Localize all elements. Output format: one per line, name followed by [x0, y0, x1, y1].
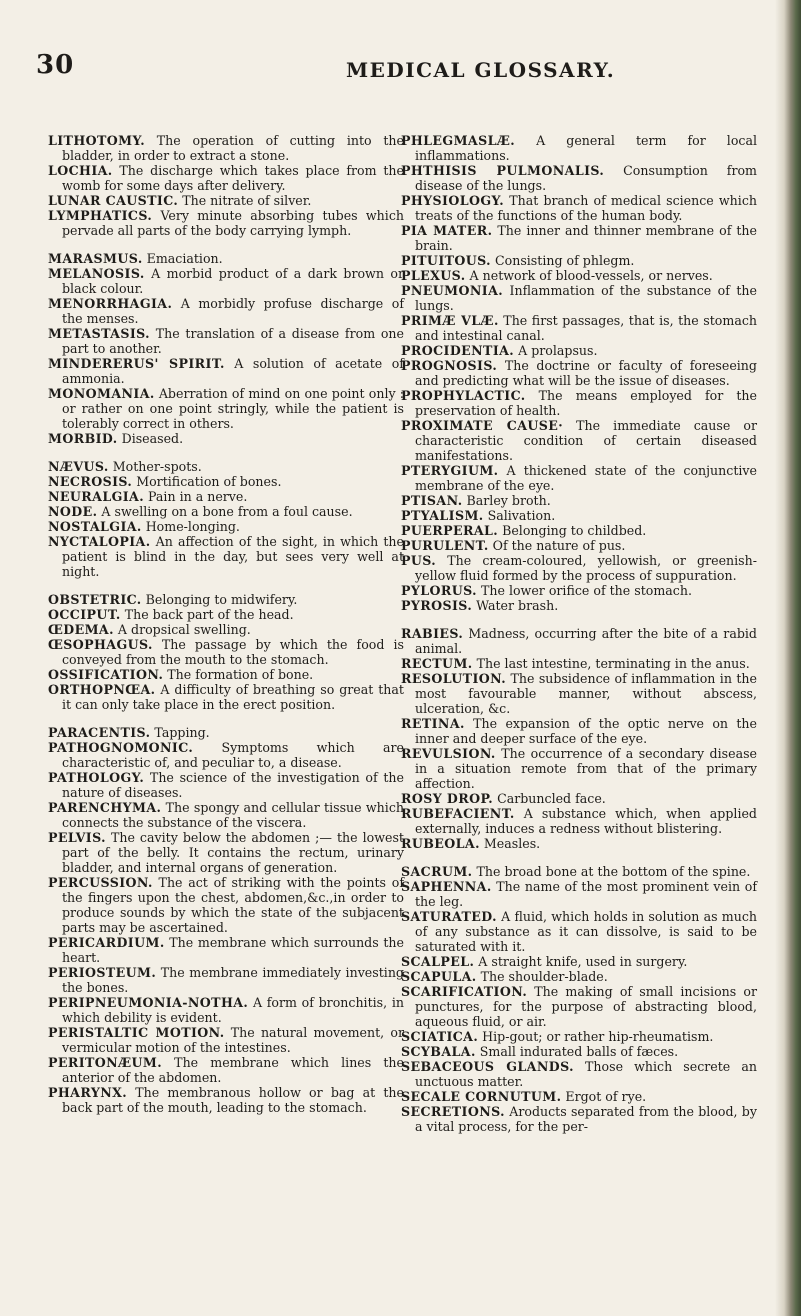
- entry-definition: The natural movement, or vermicular motion of the intestines.: [62, 1025, 404, 1055]
- entry-definition: A substance which, when applied externally, induces a redness without blistering.: [415, 806, 757, 836]
- entry-definition: A thickened state of the conjunctive membrane of the eye.: [415, 463, 757, 493]
- glossary-entry: [401, 791, 757, 806]
- entry-term: PROGNOSIS.: [401, 358, 498, 373]
- entry-group: [401, 864, 757, 1134]
- glossary-entry: [401, 358, 757, 388]
- entry-definition: A form of bronchitis, in which debility is evident.: [62, 995, 404, 1025]
- entry-term: LITHOTOMY.: [48, 133, 146, 148]
- glossary-entry: [401, 879, 757, 909]
- entry-term: NYCTALOPIA.: [48, 534, 151, 549]
- glossary-entry: [401, 523, 757, 538]
- entry-definition: Small indurated balls of fæces.: [479, 1044, 679, 1059]
- entry-term: PERIOSTEUM.: [48, 965, 157, 980]
- entry-term: NEURALGIA.: [48, 489, 144, 504]
- entry-definition: Water brash.: [476, 598, 559, 613]
- glossary-entry: [48, 592, 404, 607]
- entry-term: SEBACEOUS GLANDS.: [401, 1059, 574, 1074]
- entry-definition: A straight knife, used in surgery.: [478, 954, 688, 969]
- glossary-entry: [48, 830, 404, 875]
- entry-definition: Pain in a nerve.: [148, 489, 248, 504]
- entry-group: [48, 251, 404, 446]
- glossary-entry: [401, 553, 757, 583]
- entry-definition: Ergot of rye.: [565, 1089, 647, 1104]
- glossary-entry: [48, 266, 404, 296]
- entry-group: [401, 626, 757, 851]
- entry-definition: A general term for local inflammations.: [415, 133, 757, 163]
- glossary-entry: [48, 725, 404, 740]
- entry-term: PLEXUS.: [401, 268, 466, 283]
- entry-term: PYROSIS.: [401, 598, 473, 613]
- glossary-entry: [401, 508, 757, 523]
- entry-definition: Tapping.: [154, 725, 210, 740]
- entry-group: [401, 133, 757, 613]
- entry-term: PHARYNX.: [48, 1085, 128, 1100]
- page-header: [26, 50, 746, 90]
- entry-definition: Hip-gout; or rather hip-rheumatism.: [482, 1029, 714, 1044]
- entry-definition: Home-longing.: [145, 519, 240, 534]
- glossary-entry: [401, 656, 757, 671]
- glossary-entry: [401, 836, 757, 851]
- entry-term: SCAPULA.: [401, 969, 477, 984]
- glossary-entry: [401, 1059, 757, 1089]
- entry-definition: A difficulty of breathing so great that it can only take place in the erect position.: [62, 682, 404, 712]
- glossary-entry: [48, 965, 404, 995]
- entry-definition: Mother-spots.: [112, 459, 202, 474]
- entry-term: LYMPHATICS.: [48, 208, 153, 223]
- glossary-entry: [401, 909, 757, 954]
- entry-term: REVULSION.: [401, 746, 496, 761]
- glossary-entry: [48, 740, 404, 770]
- glossary-entry: [48, 607, 404, 622]
- glossary-entry: [401, 223, 757, 253]
- glossary-entry: [401, 163, 757, 193]
- entry-term: SCARIFICATION.: [401, 984, 528, 999]
- entry-term: PERITONÆUM.: [48, 1055, 163, 1070]
- entry-term: NODE.: [48, 504, 98, 519]
- entry-term: PTYALISM.: [401, 508, 484, 523]
- glossary-entry: [401, 671, 757, 716]
- entry-definition: The making of small incisions or punctures, for the purpose of abstracting blood, aqueous fluid, or air.: [415, 984, 757, 1029]
- glossary-entry: [48, 935, 404, 965]
- entry-definition: The first passages, that is, the stomach and intestinal canal.: [415, 313, 757, 343]
- glossary-entry: [401, 583, 757, 598]
- glossary-entry: [401, 984, 757, 1029]
- entry-term: PERICARDIUM.: [48, 935, 165, 950]
- entry-definition: The cavity below the abdomen ;— the lowest part of the belly. It contains the rectum, urinary bladder, and internal organs of generation.: [62, 830, 404, 875]
- entry-term: OCCIPUT.: [48, 607, 121, 622]
- glossary-entry: [401, 313, 757, 343]
- entry-term: RECTUM.: [401, 656, 473, 671]
- entry-term: ŒSOPHAGUS.: [48, 637, 153, 652]
- glossary-entry: [48, 875, 404, 935]
- entry-definition: Inflammation of the substance of the lungs.: [415, 283, 757, 313]
- glossary-entry: [48, 504, 404, 519]
- entry-definition: Symptoms which are characteristic of, and peculiar to, a disease.: [62, 740, 404, 770]
- entry-term: NECROSIS.: [48, 474, 133, 489]
- entry-term: PERCUSSION.: [48, 875, 153, 890]
- entry-definition: Of the nature of pus.: [492, 538, 626, 553]
- glossary-entry: [48, 386, 404, 431]
- glossary-entry: [401, 598, 757, 613]
- entry-term: MINDERERUS' SPIRIT.: [48, 356, 225, 371]
- glossary-entry: [401, 1104, 757, 1134]
- entry-definition: The occurrence of a secondary disease in a situation remote from that of the primary affection.: [415, 746, 757, 791]
- glossary-entry: [401, 388, 757, 418]
- entry-term: SCIATICA.: [401, 1029, 479, 1044]
- entry-term: PUS.: [401, 553, 437, 568]
- entry-definition: The name of the most prominent vein of the leg.: [415, 879, 757, 909]
- entry-definition: Consisting of phlegm.: [494, 253, 635, 268]
- glossary-entry: [401, 1029, 757, 1044]
- entry-definition: Aroducts separated from the blood, by a vital process, for the per-: [415, 1104, 757, 1134]
- glossary-entry: [48, 296, 404, 326]
- entry-definition: The membrane immediately investing the bones.: [62, 965, 404, 995]
- glossary-entry: [48, 637, 404, 667]
- entry-definition: The cream-coloured, yellowish, or greenish-yellow fluid formed by the process of suppuration.: [415, 553, 757, 583]
- entry-definition: Belonging to childbed.: [502, 523, 647, 538]
- glossary-entry: [401, 268, 757, 283]
- glossary-entry: [401, 463, 757, 493]
- entry-term: PYLORUS.: [401, 583, 477, 598]
- entry-term: RABIES.: [401, 626, 464, 641]
- glossary-entry: [401, 133, 757, 163]
- entry-definition: The lower orifice of the stomach.: [480, 583, 692, 598]
- entry-definition: Aberration of mind on one point only : or rather on one point stringly, while the patient is tolerably correct in others.: [62, 386, 404, 431]
- entry-definition: Salivation.: [487, 508, 556, 523]
- entry-term: PTERYGIUM.: [401, 463, 499, 478]
- entry-definition: The act of striking with the points of the fingers upon the chest, abdomen,&c.,in order to produce sounds by which the state of the subjacent parts may be ascertained.: [62, 875, 404, 935]
- entry-term: RUBEFACIENT.: [401, 806, 515, 821]
- entry-definition: A solution of acetate of ammonia.: [62, 356, 404, 386]
- glossary-entry: [401, 969, 757, 984]
- entry-group: [48, 459, 404, 579]
- running-title: MEDICAL GLOSSARY.: [346, 58, 616, 82]
- entry-definition: The inner and thinner membrane of the brain.: [415, 223, 757, 253]
- entry-definition: Diseased.: [121, 431, 184, 446]
- entry-group: [48, 725, 404, 1115]
- entry-term: RESOLUTION.: [401, 671, 507, 686]
- entry-term: PARENCHYMA.: [48, 800, 162, 815]
- entry-definition: The membranous hollow or bag at the back part of the mouth, leading to the stomach.: [62, 1085, 404, 1115]
- entry-definition: The shoulder-blade.: [480, 969, 608, 984]
- entry-term: PHLEGMASLÆ.: [401, 133, 516, 148]
- glossary-entry: [48, 251, 404, 266]
- entry-term: PUERPERAL.: [401, 523, 499, 538]
- entry-definition: Measles.: [483, 836, 541, 851]
- entry-term: MONOMANIA.: [48, 386, 155, 401]
- entry-term: SECRETIONS.: [401, 1104, 505, 1119]
- entry-term: NÆVUS.: [48, 459, 109, 474]
- glossary-entry: [401, 806, 757, 836]
- entry-term: PRIMÆ VLÆ.: [401, 313, 499, 328]
- glossary-entry: [48, 459, 404, 474]
- glossary-entry: [401, 193, 757, 223]
- glossary-entry: [401, 954, 757, 969]
- entry-term: SATURATED.: [401, 909, 497, 924]
- glossary-entry: [401, 626, 757, 656]
- entry-term: PROXIMATE CAUSE·: [401, 418, 564, 433]
- glossary-entry: [48, 163, 404, 193]
- entry-definition: The formation of bone.: [167, 667, 314, 682]
- entry-definition: The immediate cause or characteristic condition of certain diseased manifestations.: [415, 418, 757, 463]
- entry-term: SACRUM.: [401, 864, 473, 879]
- entry-definition: The back part of the head.: [124, 607, 294, 622]
- glossary-entry: [48, 431, 404, 446]
- entry-term: PITUITOUS.: [401, 253, 491, 268]
- glossary-entry: [48, 133, 404, 163]
- glossary-entry: [401, 343, 757, 358]
- page-edge-shadow: [775, 0, 801, 1316]
- entry-definition: The broad bone at the bottom of the spine.: [476, 864, 751, 879]
- entry-term: NOSTALGIA.: [48, 519, 142, 534]
- entry-term: PNEUMONIA.: [401, 283, 504, 298]
- entry-definition: The subsidence of inflammation in the most favourable manner, without abscess, ulceration, &c.: [415, 671, 757, 716]
- glossary-entry: [48, 995, 404, 1025]
- glossary-entry: [401, 418, 757, 463]
- glossary-entry: [48, 474, 404, 489]
- entry-definition: The translation of a disease from one part to another.: [62, 326, 404, 356]
- entry-group: [48, 133, 404, 238]
- entry-term: PIA MATER.: [401, 223, 493, 238]
- entry-term: OSSIFICATION.: [48, 667, 164, 682]
- glossary-entry: [48, 519, 404, 534]
- entry-definition: The discharge which takes place from the womb for some days after delivery.: [62, 163, 404, 193]
- entry-term: SECALE CORNUTUM.: [401, 1089, 562, 1104]
- entry-definition: The last intestine, terminating in the anus.: [476, 656, 750, 671]
- left-column: [48, 133, 404, 1128]
- entry-term: PARACENTIS.: [48, 725, 151, 740]
- entry-definition: A dropsical swelling.: [117, 622, 251, 637]
- entry-term: PELVIS.: [48, 830, 106, 845]
- entry-term: LUNAR CAUSTIC.: [48, 193, 179, 208]
- entry-definition: Those which secrete an unctuous matter.: [415, 1059, 757, 1089]
- entry-term: MELANOSIS.: [48, 266, 145, 281]
- glossary-entry: [401, 253, 757, 268]
- entry-definition: The spongy and cellular tissue which connects the substance of the viscera.: [62, 800, 404, 830]
- entry-term: MORBID.: [48, 431, 118, 446]
- glossary-entry: [48, 208, 404, 238]
- glossary-entry: [48, 356, 404, 386]
- entry-term: PERIPNEUMONIA-NOTHA.: [48, 995, 249, 1010]
- entry-definition: A swelling on a bone from a foul cause.: [101, 504, 353, 519]
- entry-term: SAPHENNA.: [401, 879, 492, 894]
- glossary-entry: [401, 1089, 757, 1104]
- entry-definition: Madness, occurring after the bite of a rabid animal.: [415, 626, 757, 656]
- right-column: [401, 133, 757, 1147]
- entry-definition: The means employed for the preservation of health.: [415, 388, 757, 418]
- entry-term: ORTHOPNŒA.: [48, 682, 156, 697]
- glossary-entry: [401, 493, 757, 508]
- entry-term: PROCIDENTIA.: [401, 343, 515, 358]
- glossary-entry: [401, 538, 757, 553]
- entry-definition: The membrane which lines the anterior of the abdomen.: [62, 1055, 404, 1085]
- entry-term: PATHOLOGY.: [48, 770, 145, 785]
- glossary-entry: [401, 1044, 757, 1059]
- entry-definition: That branch of medical science which treats of the functions of the human body.: [415, 193, 757, 223]
- glossary-entry: [48, 326, 404, 356]
- entry-definition: A prolapsus.: [518, 343, 598, 358]
- glossary-entry: [401, 716, 757, 746]
- entry-definition: The expansion of the optic nerve on the inner and deeper surface of the eye.: [415, 716, 757, 746]
- entry-term: LOCHIA.: [48, 163, 113, 178]
- entry-definition: Very minute absorbing tubes which pervade all parts of the body carrying lymph.: [62, 208, 404, 238]
- entry-term: MARASMUS.: [48, 251, 143, 266]
- glossary-entry: [48, 489, 404, 504]
- entry-definition: A network of blood-vessels, or nerves.: [469, 268, 713, 283]
- entry-term: PURULENT.: [401, 538, 489, 553]
- entry-definition: The nitrate of silver.: [182, 193, 312, 208]
- glossary-entry: [48, 682, 404, 712]
- entry-definition: A fluid, which holds in solution as much of any substance as it can dissolve, is said to be saturated with it.: [415, 909, 757, 954]
- entry-definition: Carbuncled face.: [497, 791, 606, 806]
- page-number: 30: [36, 50, 75, 80]
- entry-definition: A morbidly profuse discharge of the menses.: [62, 296, 404, 326]
- glossary-entry: [48, 1025, 404, 1055]
- entry-definition: An affection of the sight, in which the patient is blind in the day, but sees very well at night.: [62, 534, 404, 579]
- entry-term: SCALPEL.: [401, 954, 475, 969]
- entry-term: PATHOGNOMONIC.: [48, 740, 194, 755]
- entry-term: PHYSIOLOGY.: [401, 193, 505, 208]
- entry-definition: The passage by which the food is conveyed from the mouth to the stomach.: [62, 637, 404, 667]
- glossary-entry: [48, 193, 404, 208]
- glossary-entry: [48, 1085, 404, 1115]
- glossary-entry: [48, 770, 404, 800]
- glossary-entry: [48, 1055, 404, 1085]
- entry-definition: The science of the investigation of the nature of diseases.: [62, 770, 404, 800]
- entry-definition: The doctrine or faculty of foreseeing and predicting what will be the issue of diseases.: [415, 358, 757, 388]
- glossary-entry: [48, 800, 404, 830]
- entry-definition: Belonging to midwifery.: [145, 592, 298, 607]
- entry-term: PERISTALTIC MOTION.: [48, 1025, 225, 1040]
- entry-definition: Emaciation.: [146, 251, 223, 266]
- glossary-entry: [48, 534, 404, 579]
- entry-term: ŒDEMA.: [48, 622, 114, 637]
- entry-term: METASTASIS.: [48, 326, 150, 341]
- entry-term: RUBEOLA.: [401, 836, 480, 851]
- entry-definition: A morbid product of a dark brown or black colour.: [62, 266, 404, 296]
- entry-definition: Mortification of bones.: [136, 474, 282, 489]
- glossary-entry: [401, 864, 757, 879]
- glossary-entry: [401, 746, 757, 791]
- entry-definition: Consumption from disease of the lungs.: [415, 163, 757, 193]
- glossary-entry: [48, 622, 404, 637]
- entry-definition: Barley broth.: [466, 493, 551, 508]
- entry-term: OBSTETRIC.: [48, 592, 142, 607]
- glossary-entry: [48, 667, 404, 682]
- entry-term: SCYBALA.: [401, 1044, 476, 1059]
- entry-term: RETINA.: [401, 716, 465, 731]
- entry-term: PTISAN.: [401, 493, 463, 508]
- entry-term: PROPHYLACTIC.: [401, 388, 526, 403]
- entry-definition: The membrane which surrounds the heart.: [62, 935, 404, 965]
- entry-group: [48, 592, 404, 712]
- entry-term: MENORRHAGIA.: [48, 296, 173, 311]
- entry-term: ROSY DROP.: [401, 791, 494, 806]
- entry-definition: The operation of cutting into the bladder, in order to extract a stone.: [62, 133, 404, 163]
- entry-term: PHTHISIS PULMONALIS.: [401, 163, 605, 178]
- glossary-entry: [401, 283, 757, 313]
